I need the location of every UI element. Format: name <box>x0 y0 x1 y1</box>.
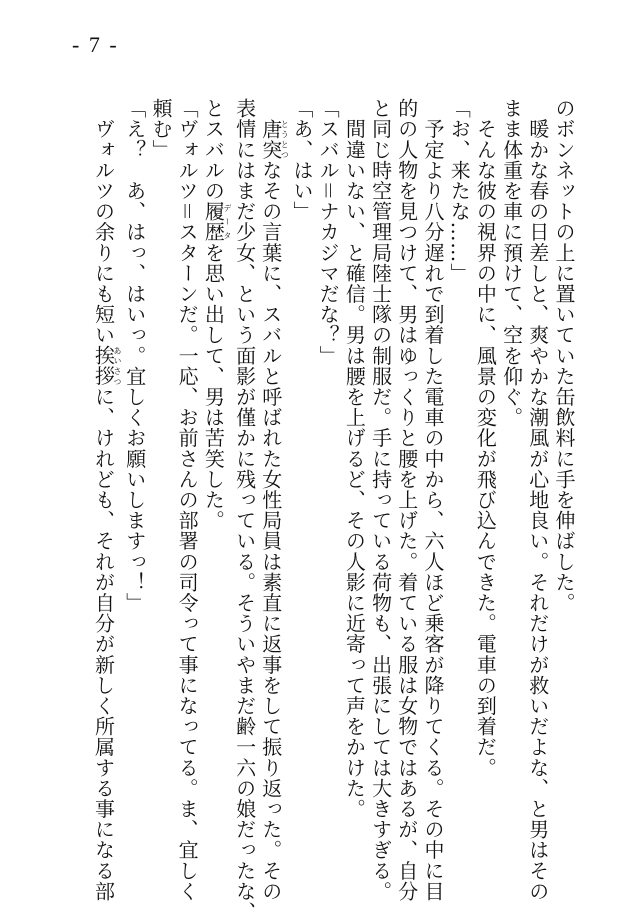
ruby-base: 履歴 <box>201 201 226 243</box>
text-run: を思い出して、男は苦笑した。 <box>201 242 226 531</box>
text-line-16: 頼む」 <box>148 98 173 160</box>
text-line-18 <box>90 98 123 902</box>
page-number: - 7 - <box>72 32 119 57</box>
text-line-3: まま体重を車に預けて、空を仰ぐ。 <box>499 98 524 428</box>
ruby-reading: とうとつ <box>280 118 290 160</box>
novel-body-text <box>90 98 577 922</box>
text-line-1: のボンネットの上に置いていた缶飲料に手を伸ばした。 <box>552 98 576 613</box>
ruby-reading: データ <box>222 201 232 243</box>
text-line-7: 的の人物を見つけて、男はゆっくりと腰を上げた。着ている服は女物ではあるが、自分 <box>394 98 419 902</box>
text-line-4: そんな彼の視界の中に、風景の変化が飛び込んできた。電車の到着だ。 <box>473 98 498 778</box>
text-line-12 <box>258 98 290 902</box>
text-line-6: 予定より八分遅れで到着した電車の中から、六人ほど乗客が降りてくる。その中に目 <box>420 98 445 902</box>
ruby-annotation <box>258 118 290 160</box>
text-line-10: 「スバル＝ナカジマだな？」 <box>316 98 341 366</box>
ruby-base: 唐突 <box>258 118 283 160</box>
text-run: に、けれども、それが自分が新しく所属する事になる部 <box>91 386 116 902</box>
text-line-11: 「あ、はい」 <box>289 98 314 222</box>
ruby-base: 挨拶 <box>91 345 116 387</box>
text-line-17: 「え？ あ、はっ、はいっ。宜しくお願いしますっ！」 <box>122 98 147 613</box>
text-line-15: 「ヴォルツ＝スターンだ。一応、お前さんの部署の司令って事になってる。ま、宜しく <box>175 98 200 902</box>
ruby-annotation <box>201 201 232 243</box>
text-line-5: 「お、来たな……」 <box>447 98 472 284</box>
text-run <box>259 98 283 119</box>
text-line-2: 暖かな春の日差しと、爽やかな潮風が心地良い。それだけが救いだよな、と男はその <box>525 98 550 902</box>
text-run: なその言葉に、スバルと呼ばれた女性局員は素直に返事をして振り返った。その <box>258 159 283 902</box>
ruby-annotation <box>91 345 123 387</box>
text-line-8: と同じ時空管理局陸士隊の制服だ。手に持っている荷物も、出張にしては大きすぎる。 <box>368 98 393 902</box>
ruby-reading: あいさつ <box>113 345 123 387</box>
text-run: ヴォルツの余りにも短い <box>91 98 116 346</box>
text-line-13: 表情にはまだ少女、という面影が僅かに残っている。そういやまだ齢一六の娘だったな、 <box>232 98 257 922</box>
text-run: とスバルの <box>201 98 226 201</box>
text-line-14 <box>200 98 231 843</box>
text-line-9: 間違いない、と確信。男は腰を上げるど、その人影に近寄って声をかけた。 <box>342 98 367 819</box>
